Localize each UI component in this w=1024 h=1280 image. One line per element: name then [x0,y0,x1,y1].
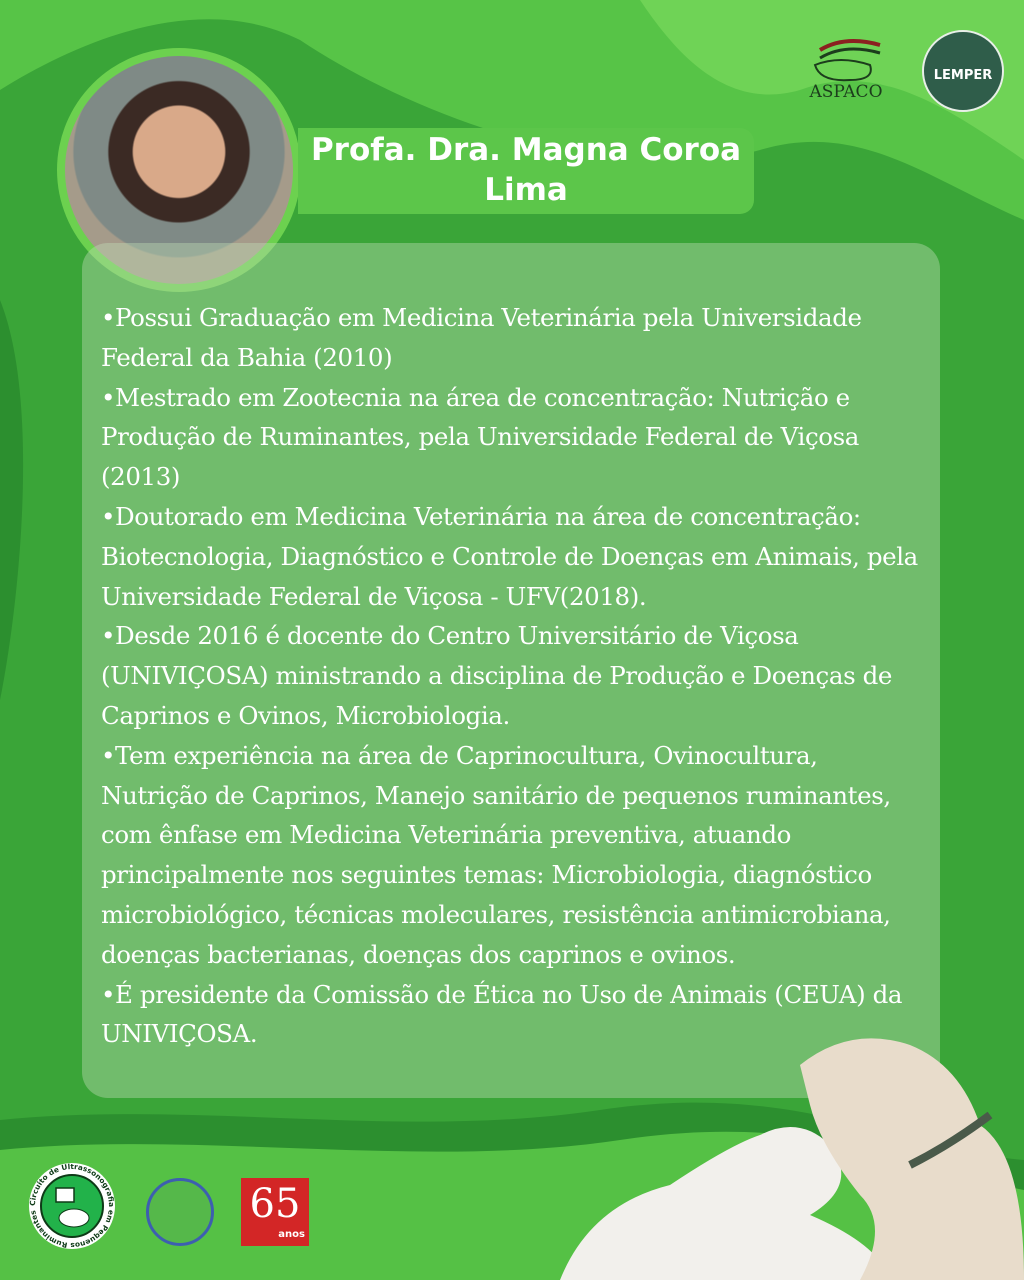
anniversary-65-logo: 65 anos [241,1178,309,1246]
bio-item: •Possui Graduação em Medicina Veterinária pela Universidade Federal da Bahia (2010) [101,303,862,372]
heart-logo [146,1178,214,1246]
aspaco-logo: ASPACO [800,30,892,110]
bull-icon [800,30,892,85]
speaker-name: Profa. Dra. Magna Coroa Lima [298,128,754,214]
bio-text [101,298,931,1054]
bio-item: •Tem experiência na área de Caprinocultura, Ovinocultura, Nutrição de Caprinos, Manejo sanitário de pequenos ruminantes, com ênfase em Medicina Veterinária preventiva, atuando principalmente nos seguintes temas: Microbiologia, diagnóstico microbiológico, técnicas moleculares, resistência antimicrobiana, doenças bacterianas, doenças dos caprinos e ovinos. [101,740,891,969]
bio-item: •Mestrado em Zootecnia na área de concentração: Nutrição e Produção de Ruminantes, pela Universidade Federal de Viçosa (2013) [101,382,859,492]
circuito-ring-text: Circuito de Ultrassonografia em Pequenos Ruminantes [28,1162,116,1250]
goats-image [560,1025,1024,1280]
lemper-logo: LEMPER [922,30,1004,112]
circuito-ultrassonografia-logo [28,1162,116,1250]
bio-item: •Desde 2016 é docente do Centro Universitário de Viçosa (UNIVIÇOSA) ministrando a disciplina de Produção e Doenças de Caprinos e Ovinos, Microbiologia. [101,621,893,730]
bio-item: •Doutorado em Medicina Veterinária na área de concentração: Biotecnologia, Diagnóstico e Controle de Doenças em Animais, pela Universidade Federal de Viçosa - UFV(2018). [101,501,918,611]
bio-item: •É presidente da Comissão de Ética no Uso de Animais (CEUA) da UNIVIÇOSA. [101,979,903,1049]
